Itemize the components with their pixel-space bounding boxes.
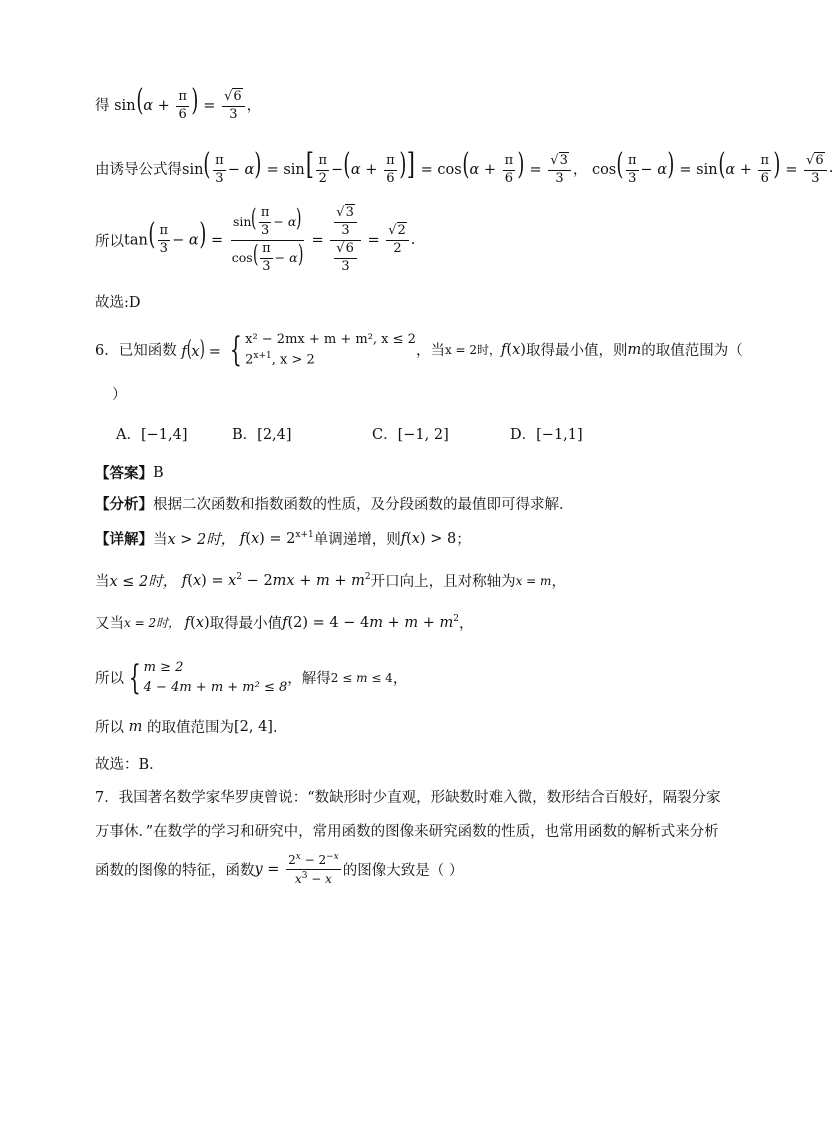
text-suoyi: 所以 <box>95 233 124 250</box>
conclusion-q5: 故选:D <box>95 295 141 311</box>
detail-line-3: 又当 x = 2时， f(x) 取得最小值 $f(2) = 4 - 4m + m + m^2$ ， <box>95 614 474 632</box>
q6-mid: ，当 <box>415 343 445 360</box>
q6-close-paren: ） <box>112 387 127 403</box>
option-c[interactable]: C．[−1, 2] <box>372 427 449 443</box>
math-tan-ratio: tan( $\frac{\pi}{3}$ − α) = sin( $\frac{\pi}{3}$ − α) cos( $\frac{\pi}{3}$ − α) = $\frac{\frac{√3}{3}}{\frac{√6}{3}}$ = $\frac{√2}{2}$ <box>124 206 411 275</box>
brace-system: { <box>128 657 141 698</box>
detail-line-5: 所以 m 的取值范围为 [2, 4] ． <box>95 718 288 736</box>
option-b[interactable]: B．[2,4] <box>232 427 292 443</box>
math-f2: $f(2) = 4 - 4m + m + m^2$ <box>282 614 459 631</box>
piecewise-cases <box>245 330 416 369</box>
text-induction: 由诱导公式得 <box>95 161 182 178</box>
math-sin-alpha-pi6: sin(α + $\frac{\pi}{6}$ ) = $\frac{√6}{3}$ <box>110 86 247 122</box>
detail-tag: 【详解】 <box>95 531 153 548</box>
detail-line-2: 当 x ≤ 2时， $f(x) = x^2 - 2mx + m + m^2$ 开口向上，且对称轴为 x = m ， <box>95 570 566 591</box>
text-period: . <box>410 232 416 249</box>
text-period: . <box>828 160 833 177</box>
axis-x-eq-m: x = m <box>515 573 552 588</box>
question-6-stem <box>95 330 743 369</box>
equation-line-3 <box>95 206 415 275</box>
q6-end: 的取值范围为（ <box>641 343 743 360</box>
math-range-solution: 2 ≤ m ≤ 4 <box>330 670 393 685</box>
detail-line-1: 【详解】 当 x > 2时， $f(x) = 2^{x+1}$ 单调递增，则 f(x) > 8 ； <box>95 528 471 549</box>
option-d[interactable]: D．[−1,1] <box>510 427 583 443</box>
equation-line-1 <box>95 83 262 122</box>
question-7-line-2: 万事休．”在数学的学习和研究中，常用函数的图像来研究函数的性质，也常用函数的解析式来分析 <box>95 824 719 840</box>
option-a[interactable]: A．[−1,4] <box>116 427 188 443</box>
analysis-tag: 【分析】 <box>95 496 153 513</box>
equation-line-2 <box>95 147 833 186</box>
math-fx-2: f(x) <box>501 341 526 358</box>
system-cases: m ≥ 2 4 − 4m + m + m² ≤ 8 <box>143 660 288 695</box>
text-comma: ， <box>572 161 588 178</box>
math-fx: f(x) = <box>176 336 226 362</box>
analysis-text: 根据二次函数和指数函数的性质，及分段函数的最值即可得求解． <box>153 497 574 513</box>
cond-x-le-2: x ≤ 2时， <box>109 574 178 590</box>
q6-intro: 6．已知函数 <box>95 343 177 360</box>
case-1: x² − 2mx + m + m², x ≤ 2 <box>245 332 416 347</box>
answer-value: B <box>153 464 164 481</box>
q6-condition: x = 2时， <box>444 343 502 358</box>
math-y-fraction: y = $\frac{2^x - 2^{-x}}{x^3 - x}$ <box>254 852 339 886</box>
conclusion-q6: 故选：B． <box>95 757 164 773</box>
answer-tag: 【答案】 <box>95 465 153 482</box>
q6-mid2: 取得最小值，则 <box>525 343 628 360</box>
brace: { <box>230 329 243 370</box>
var-m: m <box>627 341 642 358</box>
cond-x-eq-2: x = 2时， <box>124 616 181 630</box>
analysis-line <box>95 493 574 514</box>
math-fx-exp: $f(x) = 2^{x+1}$ <box>235 530 314 547</box>
math-cos-pi3-alpha: cos( $\frac{\pi}{3}$ − α) = sin(α + $\frac{\pi}{6}$ ) = $\frac{√6}{3}$ <box>587 150 828 186</box>
case-2: $2^{x+1}$, x > 2 <box>245 350 315 367</box>
cond-x-gt-2: x > 2时， <box>167 532 236 548</box>
math-interval: [2, 4] <box>233 718 273 735</box>
math-fx-quad: $f(x) = x^2 - 2mx + m + m^2$ <box>177 572 371 589</box>
question-7-line-3: 函数的图像的特征，函数 y = $\frac{2^x - 2^{-x}}{x^3 - x}$ 的图像大致是（ ） <box>95 852 464 886</box>
math-fx-gt-8: f(x) > 8 <box>400 530 457 547</box>
text-comma: ， <box>246 97 262 114</box>
text-de: 得 <box>95 97 110 114</box>
var-m-2: m <box>124 718 147 735</box>
answer-line <box>95 462 164 483</box>
question-7-line-1: 7．我国著名数学家华罗庚曾说：“数缺形时少直观，形缺数时难入微，数形结合百般好，隔裂分家 <box>95 790 721 806</box>
math-sin-pi3-alpha: sin( $\frac{\pi}{3}$ − α) = sin[ $\frac{\pi}{2}$ −(α + $\frac{\pi}{6}$ )] = cos(α + $\frac{\pi}{6}$ ) = $\frac{√3}{3}$ <box>182 150 573 186</box>
math-fx-3: f(x) <box>180 614 210 631</box>
detail-line-4: 所以 { m ≥ 2 4 − 4m + m + m² ≤ 8 ，解得 2 ≤ m ≤ 4 ， <box>95 657 408 698</box>
